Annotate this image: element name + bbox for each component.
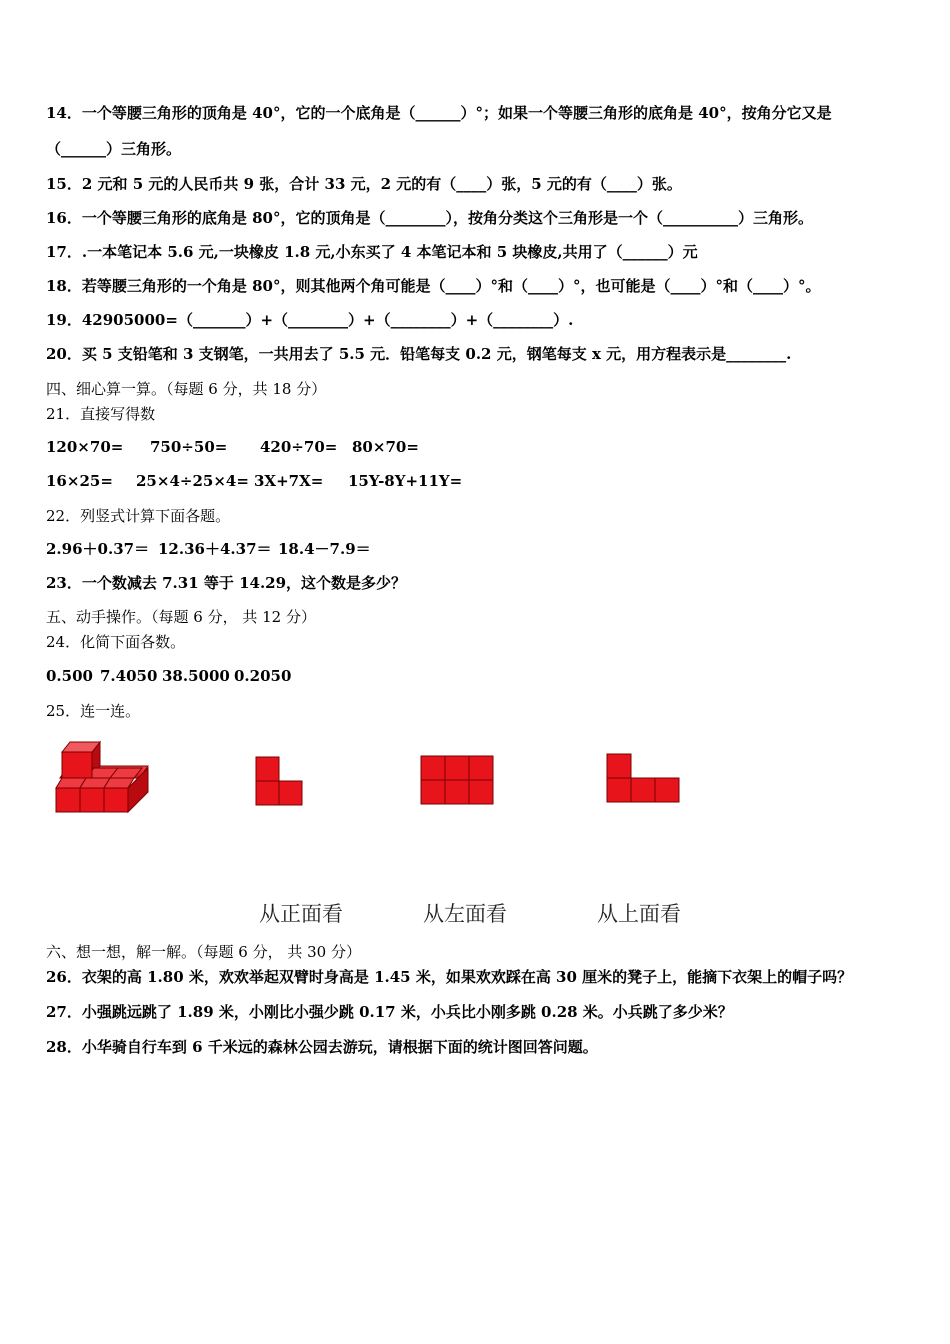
calc-row-3 <box>46 539 371 559</box>
question-27: 27．小强跳远跳了 1.89 米，小刚比小强少跳 0.17 米，小兵比小刚多跳 0.28 米。小兵跳了多少米？ <box>46 1003 733 1021</box>
view-label-top: 从上面看 <box>597 902 681 926</box>
calc-item: 80×70= <box>352 438 419 456</box>
calc-item: 120×70= <box>46 438 124 456</box>
question-20: 20．买 5 支铅笔和 3 支钢笔，一共用去了 5.5 元．铅笔每支 0.2 元，钢笔每支 x 元，用方程表示是________. <box>46 345 792 363</box>
calc-item: 18.4－7.9＝ <box>278 540 371 558</box>
number-item: 0.2050 <box>234 667 292 685</box>
solid-figure <box>56 742 148 812</box>
question-24: 24．化简下面各数。 <box>46 633 186 651</box>
question-25: 25．连一连。 <box>46 702 141 720</box>
number-item: 0.500 <box>46 667 93 685</box>
question-15: 15．2 元和 5 元的人民币共 9 张，合计 33 元，2 元的有（____）张，5 元的有（____）张。 <box>46 175 682 193</box>
calc-item: 2.96＋0.37＝ <box>46 540 150 558</box>
calc-item: 3X+7X= <box>254 472 324 490</box>
number-item: 7.4050 <box>100 667 158 685</box>
calc-row-1 <box>46 437 419 457</box>
front-view-shape <box>256 757 302 805</box>
left-view-shape <box>421 756 493 804</box>
question-14-line2: （______）三角形。 <box>46 140 182 158</box>
section-4-heading: 四、细心算一算。（每题 6 分，共 18 分） <box>46 380 327 398</box>
question-26: 26．衣架的高 1.80 米，欢欢举起双臂时身高是 1.45 米，如果欢欢踩在高 30 厘米的凳子上，能摘下衣架上的帽子吗？ <box>46 968 853 986</box>
question-19: 19．42905000=（_______）+（________）+（________）+（________）. <box>46 311 574 329</box>
calc-item: 420÷70= <box>260 438 338 456</box>
top-view-shape <box>607 754 679 802</box>
numbers-row <box>46 666 291 686</box>
section-5-heading: 五、动手操作。（每题 6 分， 共 12 分） <box>46 608 316 626</box>
question-21: 21．直接写得数 <box>46 405 156 423</box>
question-14-line1: 14．一个等腰三角形的顶角是 40°，它的一个底角是（______）°；如果一个等腰三角形的底角是 40°，按角分它又是 <box>46 104 832 122</box>
calc-item: 25×4÷25×4= <box>136 472 249 490</box>
view-label-left: 从左面看 <box>423 902 507 926</box>
question-23: 23．一个数减去 7.31 等于 14.29，这个数是多少？ <box>46 574 407 592</box>
section-6-heading: 六、想一想，解一解。（每题 6 分， 共 30 分） <box>46 943 361 961</box>
number-item: 38.5000 <box>162 667 230 685</box>
calc-item: 750÷50= <box>150 438 228 456</box>
question-18: 18．若等腰三角形的一个角是 80°，则其他两个角可能是（____）°和（____）°，也可能是（____）°和（____）°。 <box>46 277 821 295</box>
calc-item: 16×25= <box>46 472 113 490</box>
calc-item: 12.36＋4.37＝ <box>158 540 272 558</box>
cube-figures <box>0 730 950 850</box>
question-16: 16．一个等腰三角形的底角是 80°，它的顶角是（________），按角分类这个三角形是一个（__________）三角形。 <box>46 209 813 227</box>
view-label-front: 从正面看 <box>259 902 343 926</box>
question-17: 17．.一本笔记本 5.6 元,一块橡皮 1.8 元,小东买了 4 本笔记本和 5 块橡皮,共用了（______）元 <box>46 243 698 261</box>
calc-row-2 <box>46 471 462 491</box>
question-22: 22．列竖式计算下面各题。 <box>46 507 231 525</box>
question-28: 28．小华骑自行车到 6 千米远的森林公园去游玩，请根据下面的统计图回答问题。 <box>46 1038 598 1056</box>
calc-item: 15Y-8Y+11Y= <box>348 472 463 490</box>
